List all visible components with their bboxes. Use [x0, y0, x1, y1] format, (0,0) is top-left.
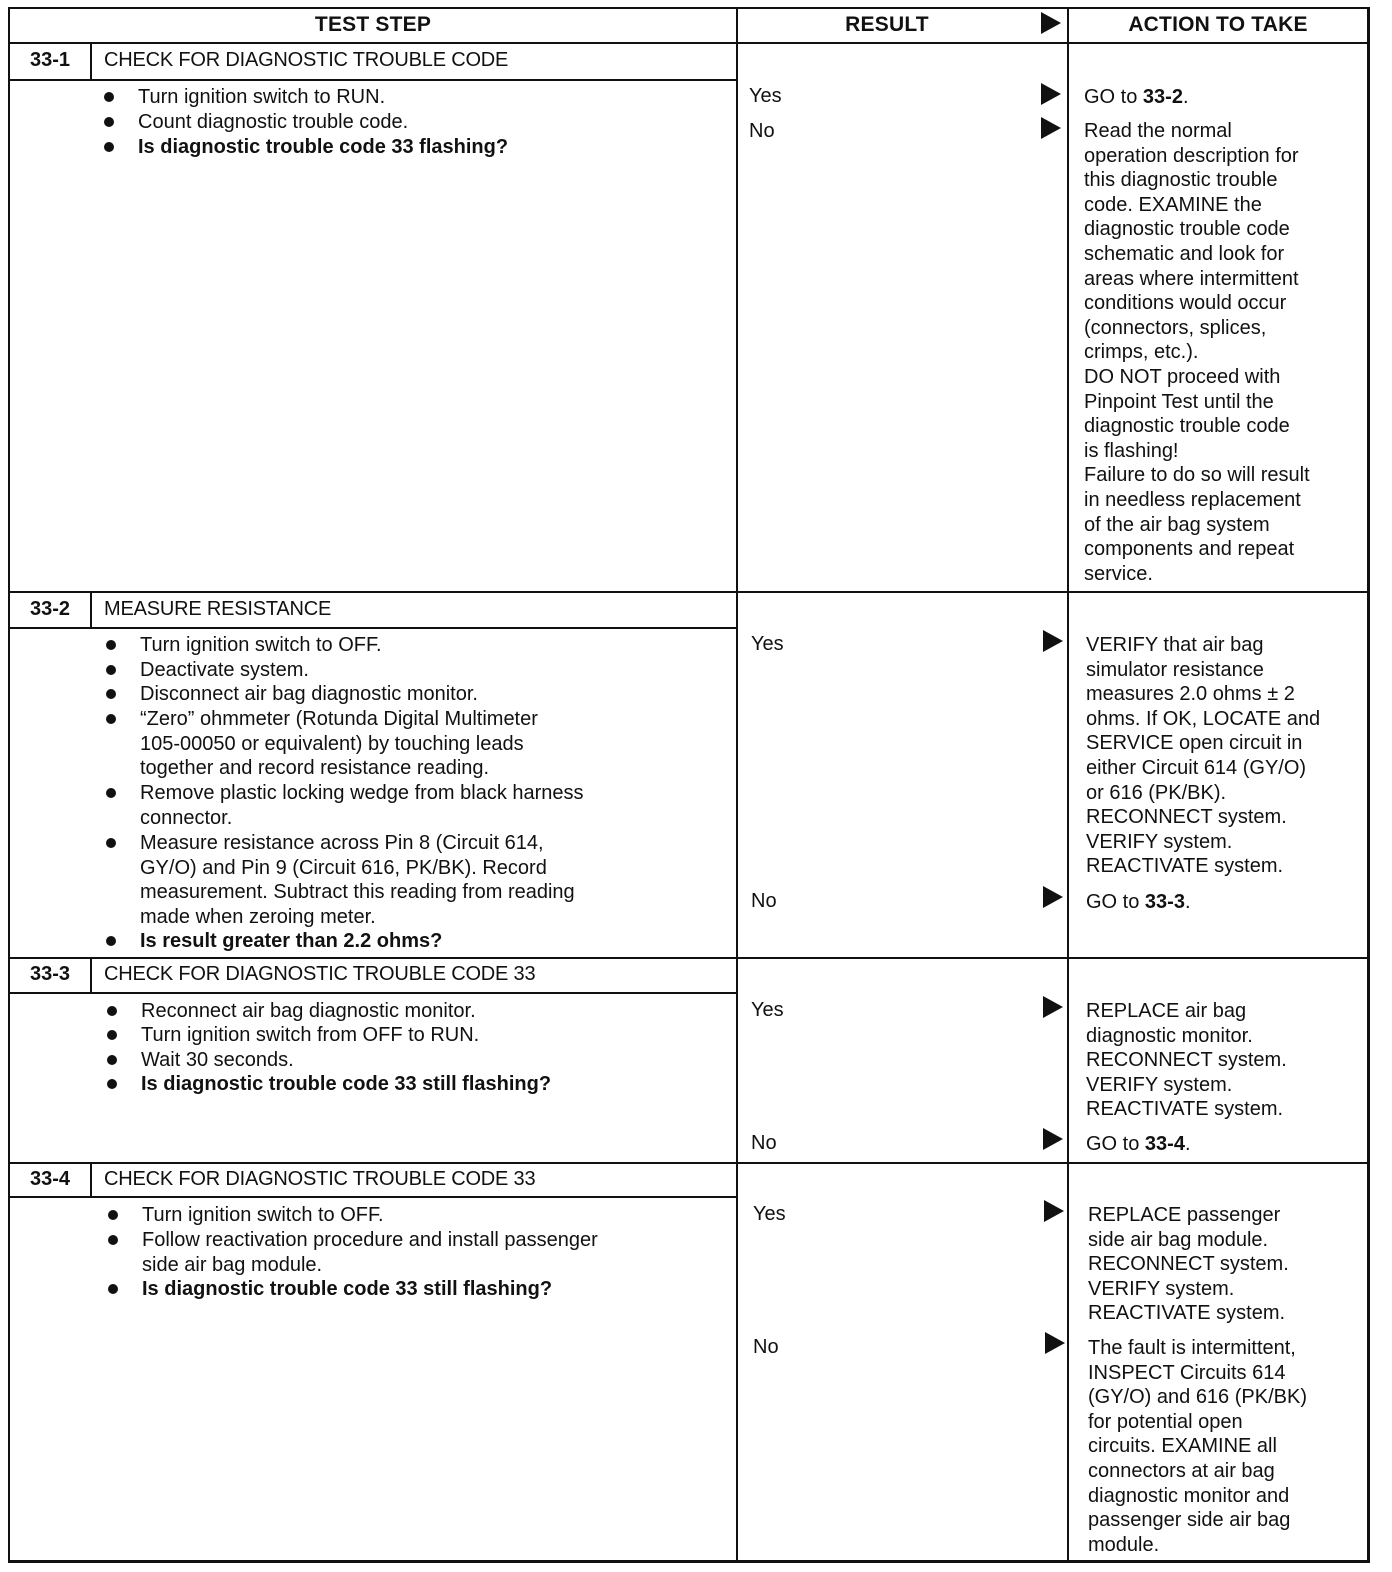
header-action: ACTION TO TAKE: [1128, 13, 1308, 36]
result-yes: Yes: [749, 85, 782, 107]
bullet-icon: [108, 1284, 118, 1294]
bullet-item: Disconnect air bag diagnostic monitor.: [140, 682, 478, 707]
step-reference: 33-2: [1142, 86, 1183, 108]
bullet-item: Remove plastic locking wedge from black harness connector.: [140, 781, 584, 830]
action-text: GO to 33-4.: [1086, 1133, 1191, 1155]
bullet-question: Is diagnostic trouble code 33 still flashing?: [142, 1277, 552, 1302]
bullet-item: Turn ignition switch to OFF.: [142, 1203, 384, 1228]
bullet-item: Turn ignition switch from OFF to RUN.: [141, 1023, 479, 1048]
result-arrow-icon: [1043, 630, 1063, 652]
header-arrow-icon: [1041, 12, 1061, 34]
step-title: CHECK FOR DIAGNOSTIC TROUBLE CODE 33: [104, 963, 536, 985]
result-arrow-icon: [1043, 996, 1063, 1018]
column-divider-test-step: [736, 7, 738, 1563]
header-test-step: TEST STEP: [314, 13, 432, 36]
step-title: MEASURE RESISTANCE: [104, 598, 332, 620]
bullet-question: Is result greater than 2.2 ohms?: [140, 929, 442, 954]
bullet-item: Follow reactivation procedure and install passenger side air bag module.: [142, 1228, 598, 1277]
bullet-item: Turn ignition switch to OFF.: [140, 633, 382, 658]
bullet-icon: [108, 1235, 118, 1245]
bullet-icon: [106, 640, 116, 650]
title-box-bottom-33-4: [8, 1196, 736, 1198]
result-no: No: [749, 120, 775, 142]
bullet-icon: [104, 117, 114, 127]
result-arrow-icon: [1043, 1128, 1063, 1150]
title-box-bottom-33-1: [8, 79, 736, 81]
bullet-item: Wait 30 seconds.: [141, 1048, 294, 1073]
bullet-icon: [107, 1079, 117, 1089]
bullet-icon: [106, 665, 116, 675]
result-yes: Yes: [751, 633, 784, 655]
result-arrow-icon: [1044, 1200, 1064, 1222]
column-divider-result: [1067, 7, 1069, 1563]
title-box-bottom-33-3: [8, 992, 736, 994]
bullet-item: Measure resistance across Pin 8 (Circuit 614, GY/O) and Pin 9 (Circuit 616, PK/BK). Record measurement. Subtract this reading from reading made when zeroing meter.: [140, 831, 575, 929]
step-title: CHECK FOR DIAGNOSTIC TROUBLE CODE 33: [104, 1168, 536, 1190]
result-no: No: [751, 1132, 777, 1154]
step-title: CHECK FOR DIAGNOSTIC TROUBLE CODE: [104, 49, 509, 71]
bullet-icon: [106, 714, 116, 724]
bullet-item: Reconnect air bag diagnostic monitor.: [141, 999, 476, 1024]
bullet-icon: [106, 689, 116, 699]
bullet-item: Count diagnostic trouble code.: [138, 110, 408, 135]
header-result: RESULT: [845, 13, 929, 36]
header-divider: [8, 42, 1370, 44]
bullet-icon: [107, 1055, 117, 1065]
action-text: REPLACE passenger side air bag module. RECONNECT system. VERIFY system. REACTIVATE system.: [1088, 1204, 1289, 1325]
result-arrow-icon: [1045, 1332, 1065, 1354]
result-no: No: [751, 890, 777, 912]
action-text: REPLACE air bag diagnostic monitor. RECONNECT system. VERIFY system. REACTIVATE system.: [1086, 1000, 1287, 1121]
result-arrow-icon: [1043, 886, 1063, 908]
bullet-icon: [106, 788, 116, 798]
result-arrow-icon: [1041, 117, 1061, 139]
title-box-bottom-33-2: [8, 627, 736, 629]
bullet-icon: [108, 1210, 118, 1220]
result-yes: Yes: [753, 1203, 786, 1225]
bullet-icon: [107, 1006, 117, 1016]
action-text: GO to 33-3.: [1086, 891, 1191, 913]
result-no: No: [753, 1336, 779, 1358]
row-divider-33-3: [8, 957, 1370, 959]
step-reference: 33-4: [1144, 1133, 1185, 1155]
step-number: 33-1: [29, 49, 71, 71]
action-text: Read the normal operation description for this diagnostic trouble code. EXAMINE the diagnostic trouble code schematic and look for areas where intermittent conditions would occur (connectors, splices, crimps, etc.). DO NOT proceed with Pinpoint Test until the diagnostic trouble code is flashing! Failure to do so will result in needless replacement of the air bag system components and repeat service.: [1084, 120, 1310, 585]
bullet-icon: [104, 92, 114, 102]
row-divider-33-2: [8, 591, 1370, 593]
bullet-item: “Zero” ohmmeter (Rotunda Digital Multimeter 105-00050 or equivalent) by touching leads together and record resistance reading.: [140, 707, 538, 781]
action-text: The fault is intermittent, INSPECT Circuits 614 (GY/O) and 616 (PK/BK) for potential open circuits. EXAMINE all connectors at air bag diagnostic monitor and passenger side air bag module.: [1088, 1337, 1307, 1556]
step-reference: 33-3: [1144, 891, 1185, 913]
bullet-item: Turn ignition switch to RUN.: [138, 85, 385, 110]
action-text: VERIFY that air bag simulator resistance measures 2.0 ohms ± 2 ohms. If OK, LOCATE and SERVICE open circuit in either Circuit 614 (GY/O) or 616 (PK/BK). RECONNECT system. VERIFY system. REACTIVATE system.: [1086, 634, 1321, 878]
step-number: 33-2: [29, 598, 71, 620]
bullet-question: Is diagnostic trouble code 33 still flashing?: [141, 1072, 551, 1097]
result-yes: Yes: [751, 999, 784, 1021]
result-arrow-icon: [1041, 83, 1061, 105]
bullet-icon: [106, 838, 116, 848]
table-border-left: [8, 7, 10, 1563]
row-divider-33-4: [8, 1162, 1370, 1164]
bullet-icon: [106, 936, 116, 946]
action-text: GO to 33-2.: [1084, 86, 1189, 108]
step-number: 33-4: [29, 1168, 71, 1190]
bullet-question: Is diagnostic trouble code 33 flashing?: [138, 135, 508, 160]
step-number: 33-3: [29, 963, 71, 985]
table-border-bottom: [8, 1560, 1370, 1563]
bullet-icon: [107, 1030, 117, 1040]
bullet-icon: [104, 142, 114, 152]
bullet-item: Deactivate system.: [140, 658, 309, 683]
